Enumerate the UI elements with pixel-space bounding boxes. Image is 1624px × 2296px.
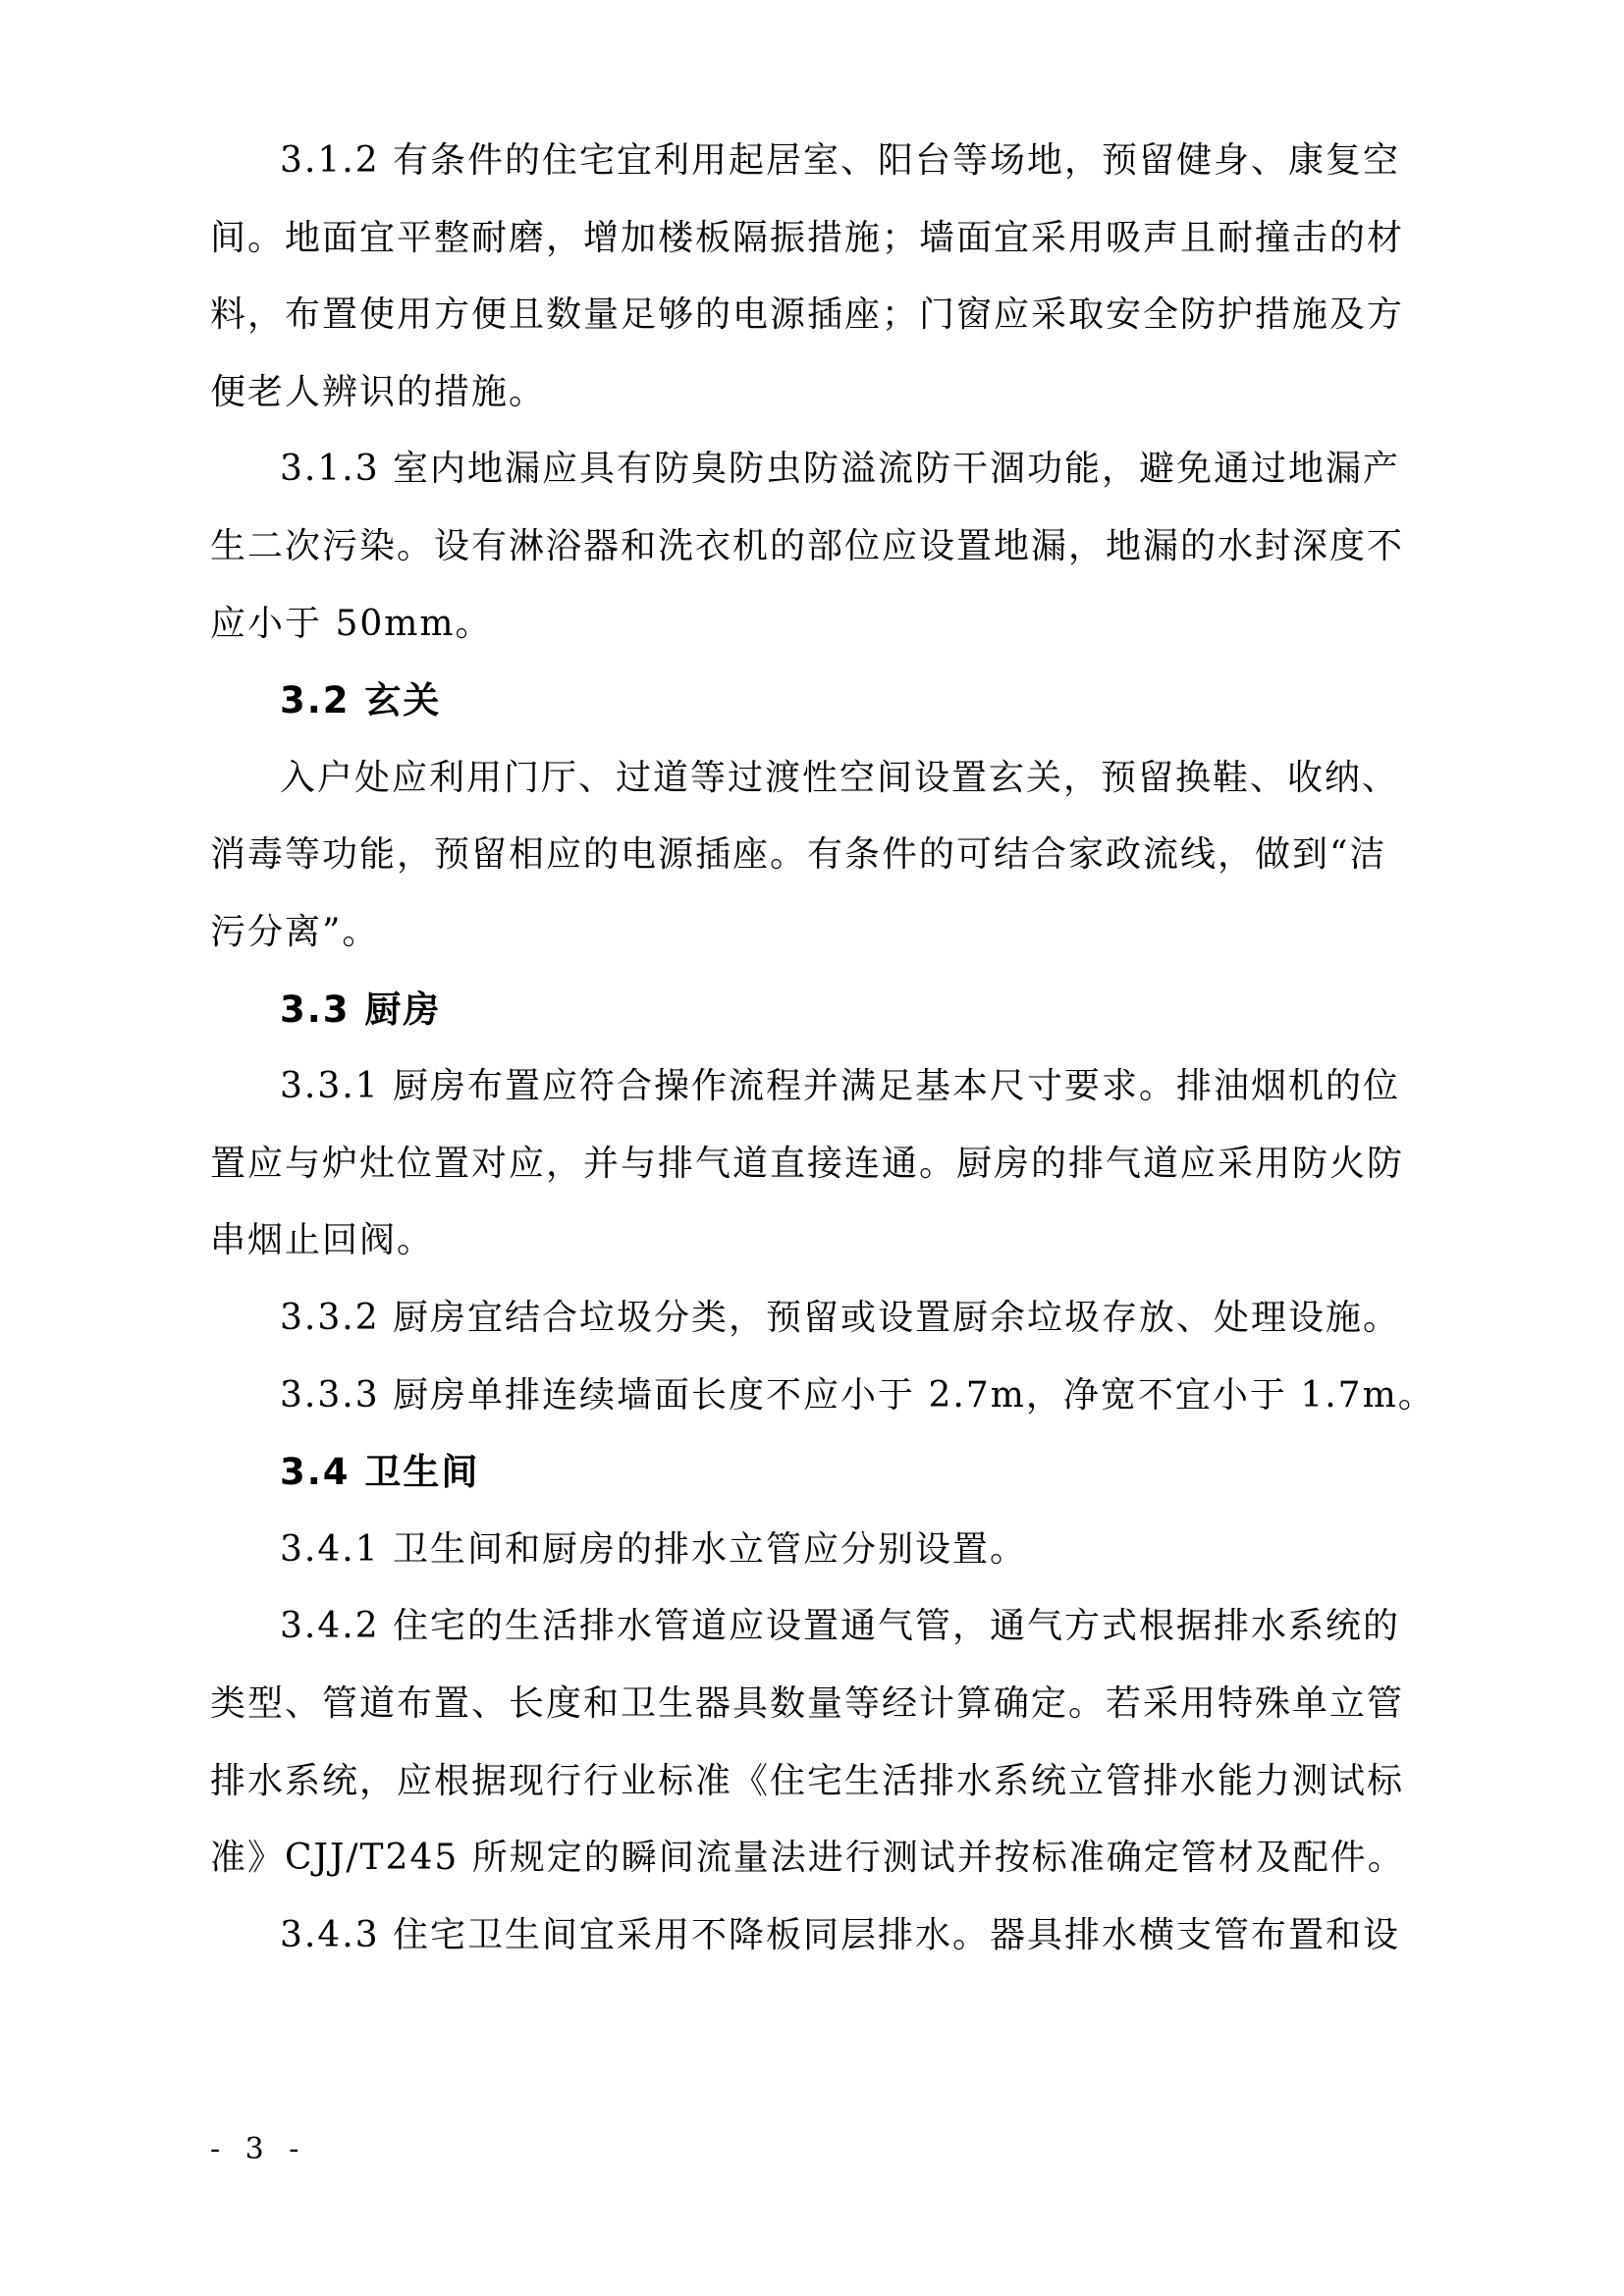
paragraph-line: 3.3.3 厨房单排连续墙面长度不应小于 2.7m，净宽不宜小于 1.7m。 <box>280 1374 1435 1415</box>
paragraph-line: 串烟止回阀。 <box>210 1220 435 1261</box>
paragraph-line: 3.3.2 厨房宜结合垃圾分类，预留或设置厨余垃圾存放、处理设施。 <box>280 1298 1401 1338</box>
paragraph-line: 3.3.1 厨房布置应符合操作流程并满足基本尺寸要求。排油烟机的位 <box>280 1066 1401 1107</box>
paragraph-line: 应小于 50mm。 <box>210 603 493 644</box>
paragraph-line: 置应与炉灶位置对应，并与排气道直接连通。厨房的排气道应采用防火防 <box>210 1143 1405 1184</box>
paragraph-line: 3.4.3 住宅卫生间宜采用不降板同层排水。器具排水横支管布置和设 <box>280 1914 1401 1955</box>
paragraph-line: 类型、管道布置、长度和卫生器具数量等经计算确定。若采用特殊单立管 <box>210 1683 1405 1724</box>
paragraph-line: 3.1.2 有条件的住宅宜利用起居室、阳台等场地，预留健身、康复空 <box>280 140 1401 181</box>
paragraph-line: 污分离”。 <box>210 912 380 952</box>
paragraph-line: 3.4.1 卫生间和厨房的排水立管应分别设置。 <box>280 1528 1028 1570</box>
paragraph-line: 3.4.2 住宅的生活排水管道应设置通气管，通气方式根据排水系统的 <box>280 1606 1401 1647</box>
paragraph-line: 便老人辨识的措施。 <box>210 371 547 412</box>
paragraph-line: 消毒等功能，预留相应的电源插座。有条件的可结合家政流线，做到“洁 <box>210 834 1387 876</box>
section-heading: 3.2 玄关 <box>280 679 442 722</box>
page-number: - 3 - <box>210 2132 307 2166</box>
paragraph-line: 生二次污染。设有淋浴器和洗衣机的部位应设置地漏，地漏的水封深度不 <box>210 526 1405 566</box>
paragraph-line: 排水系统，应根据现行行业标准《住宅生活排水系统立管排水能力测试标 <box>210 1760 1405 1801</box>
paragraph-line: 准》CJJ/T245 所规定的瞬间流量法进行测试并按标准确定管材及配件。 <box>210 1838 1405 1879</box>
section-heading: 3.4 卫生间 <box>280 1451 480 1494</box>
paragraph-line: 料，布置使用方便且数量足够的电源插座；门窗应采取安全防护措施及方 <box>210 294 1405 336</box>
paragraph-line: 间。地面宜平整耐磨，增加楼板隔振措施；墙面宜采用吸声且耐撞击的材 <box>210 217 1405 258</box>
section-heading: 3.3 厨房 <box>280 988 442 1031</box>
paragraph-line: 入户处应利用门厅、过道等过渡性空间设置玄关，预留换鞋、收纳、 <box>280 757 1400 798</box>
paragraph-line: 3.1.3 室内地漏应具有防臭防虫防溢流防干涸功能，避免通过地漏产 <box>280 449 1401 490</box>
